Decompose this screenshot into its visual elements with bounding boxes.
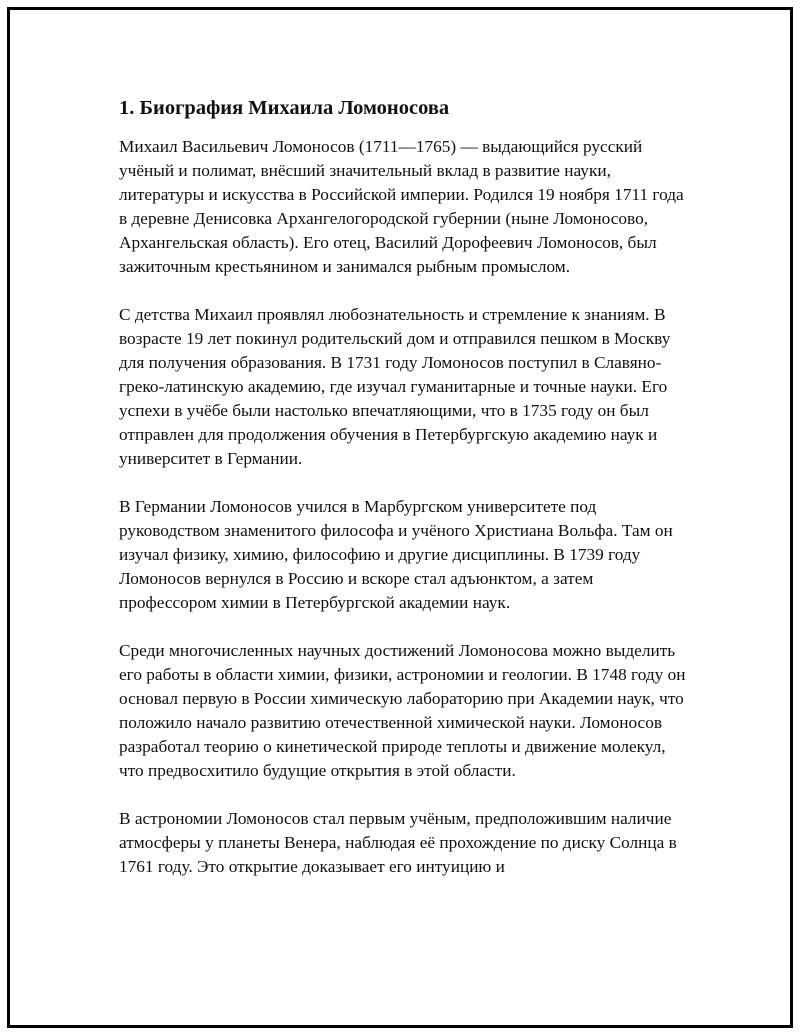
paragraph-2: С детства Михаил проявлял любознательность и стремление к знаниям. В возрасте 19 лет покинул родительский дом и отправился пешком в Москву для получения образования. В 1731 году Ломоносов поступил в Славяно-греко-латинскую академию, где изучал гуманитарные и точные науки. Его успехи в учёбе были настолько впечатляющими, что в 1735 году он был отправлен для продолжения обучения в Петербургскую академию наук и университет в Германии. — [119, 305, 671, 468]
document-page — [7, 7, 793, 1028]
paragraph-4: Среди многочисленных научных достижений Ломоносова можно выделить его работы в области химии, физики, астрономии и геологии. В 1748 году он основал первую в России химическую лабораторию при Академии наук, что положило начало развитию отечественной химической науки. Ломоносов разработал теорию о кинетической природе теплоты и движение молекул, что предвосхитило будущие открытия в этой области. — [119, 641, 686, 780]
paragraph-3: В Германии Ломоносов учился в Марбургском университете под руководством знаменитого философа и учёного Христиана Вольфа. Там он изучал физику, химию, философию и другие дисциплины. В 1739 году Ломоносов вернулся в Россию и вскоре стал адъюнктом, а затем профессором химии в Петербургской академии наук. — [119, 497, 673, 612]
section-heading: 1. Биография Михаила Ломоносова — [119, 97, 450, 119]
paragraph-5: В астрономии Ломоносов стал первым учёным, предположившим наличие атмосферы у планеты Венера, наблюдая её прохождение по диску Солнца в 1761 году. Это открытие доказывает его интуицию и — [119, 809, 677, 876]
paragraph-1: Михаил Васильевич Ломоносов (1711—1765) — выдающийся русский учёный и полимат, внёсший значительный вклад в развитие науки, литературы и искусства в Российской империи. Родился 19 ноября 1711 года в деревне Денисовка Архангелогородской губернии (ныне Ломоносово, Архангельская область). Его отец, Василий Дорофеевич Ломоносов, был зажиточным крестьянином и занимался рыбным промыслом. — [119, 137, 684, 276]
document-body — [119, 95, 691, 903]
